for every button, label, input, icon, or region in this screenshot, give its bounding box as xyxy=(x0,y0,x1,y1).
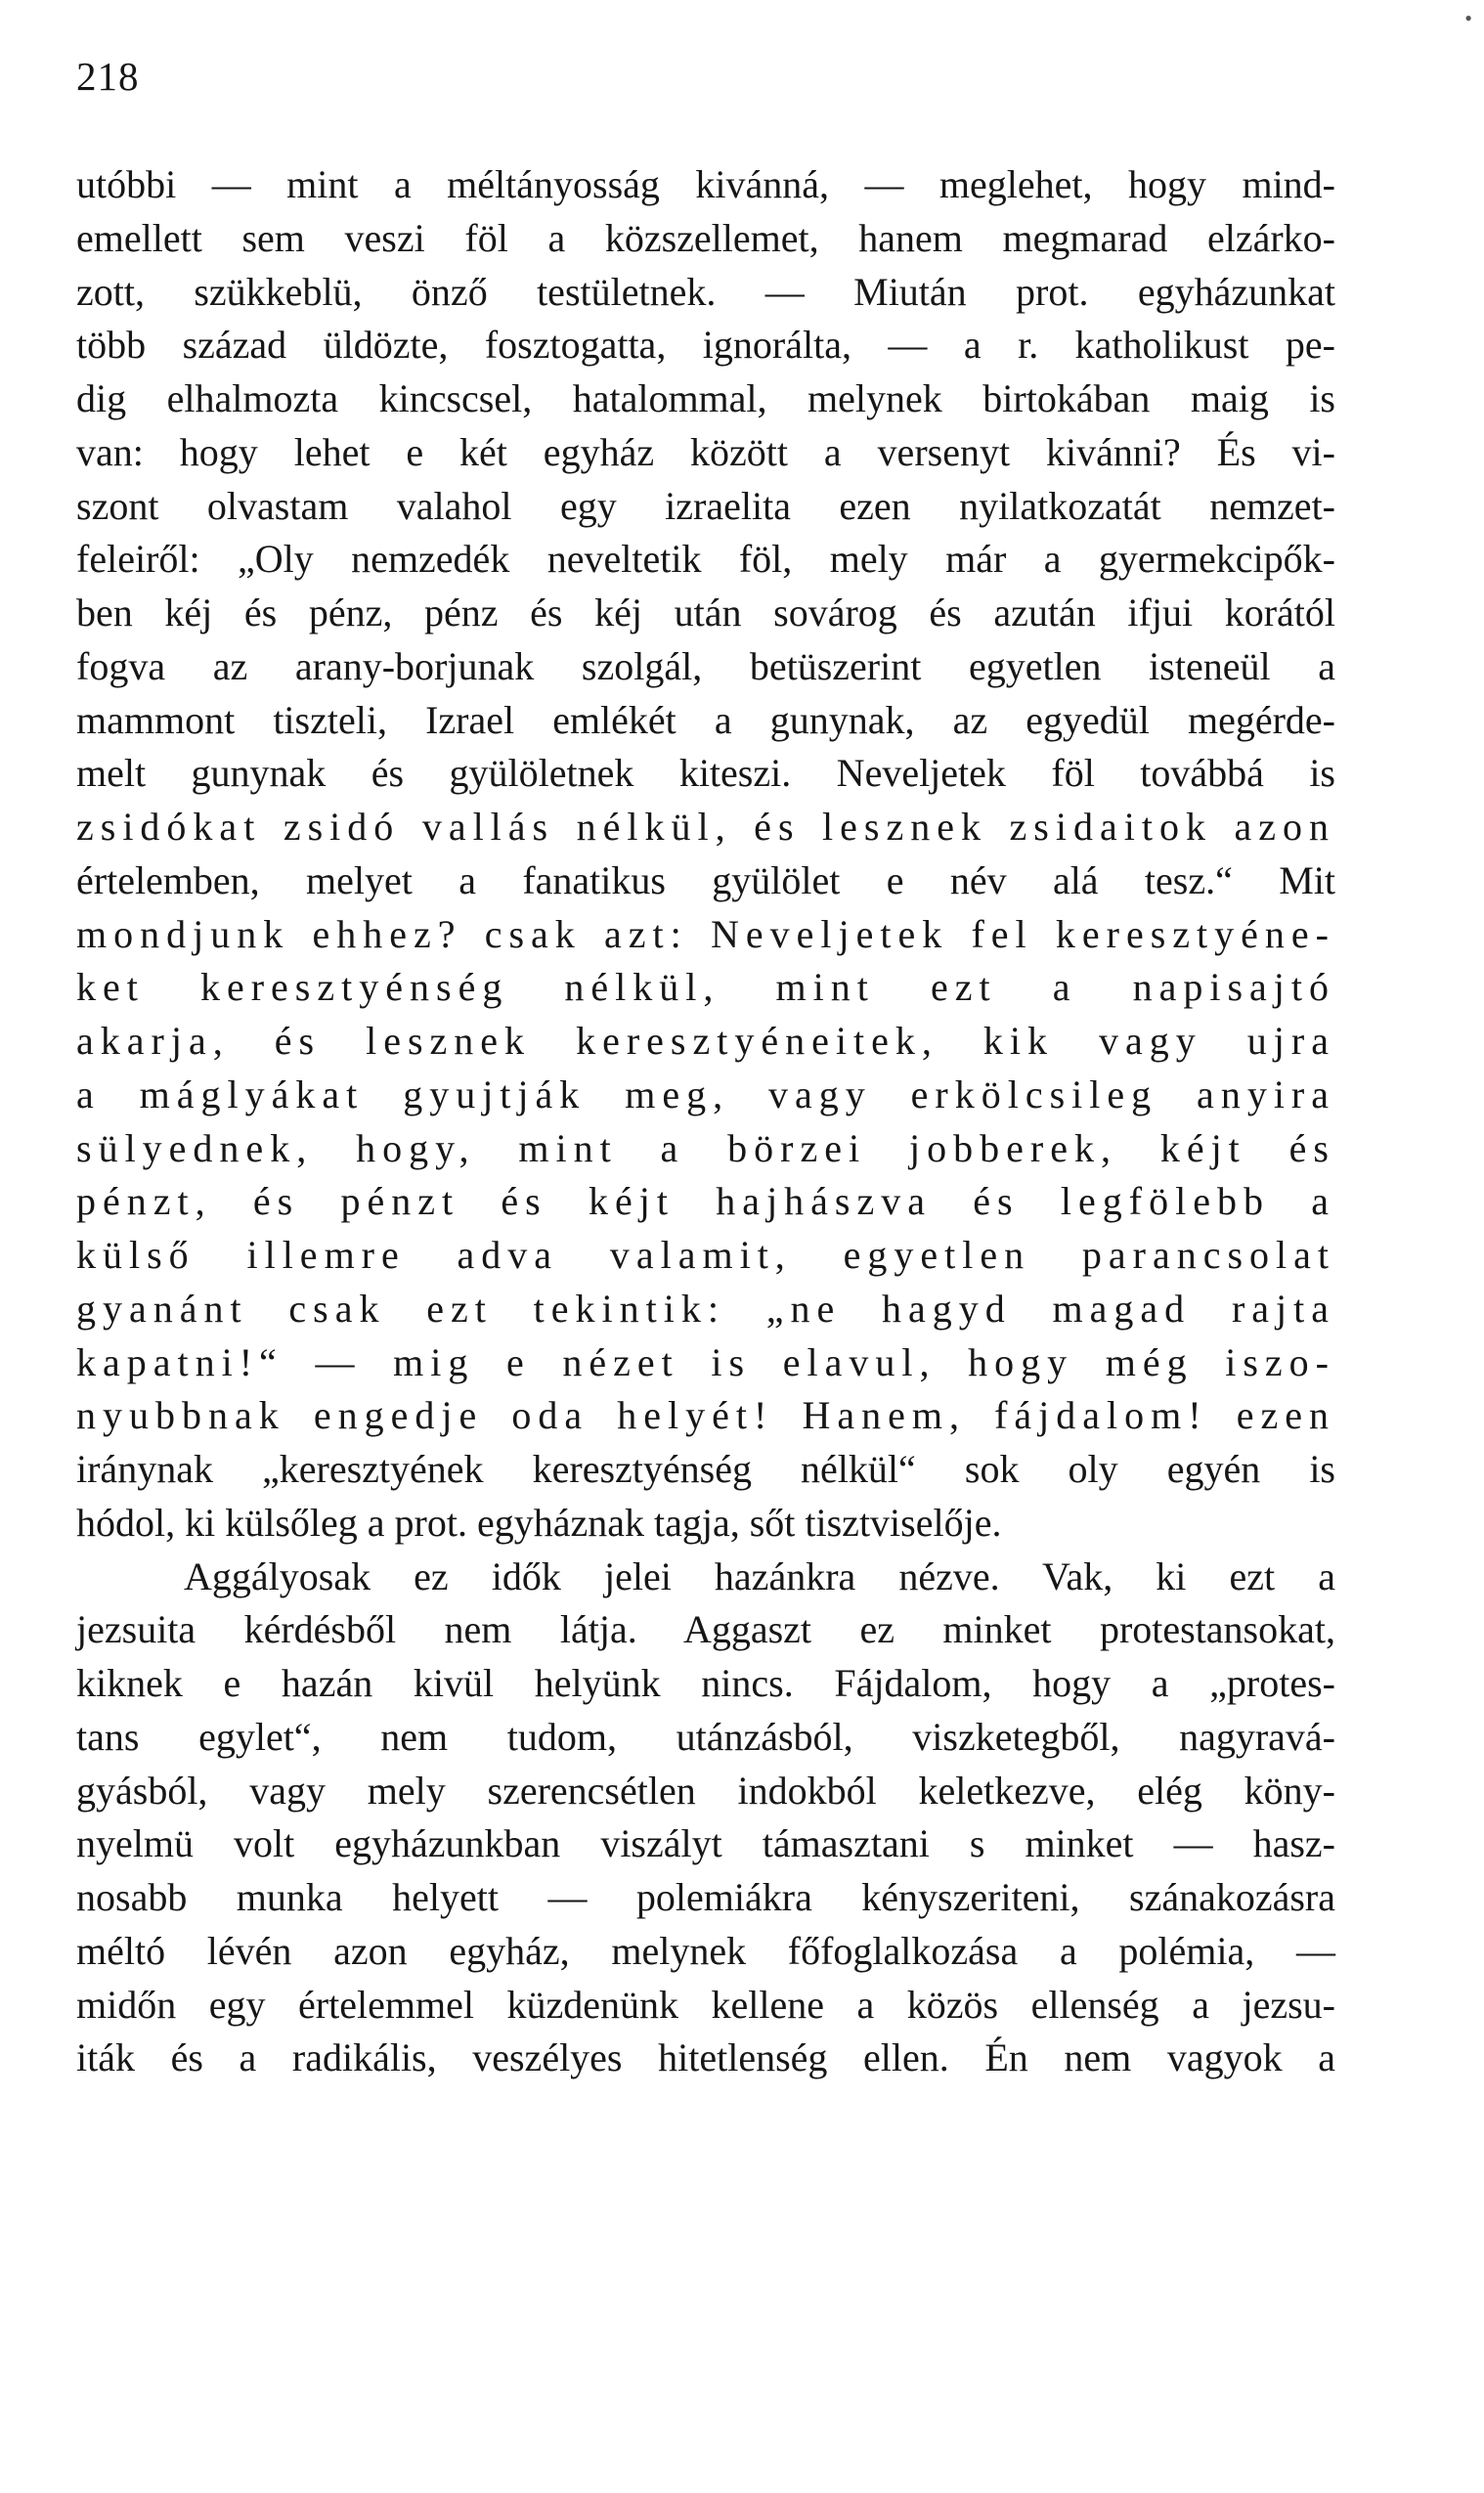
page-number: 218 xyxy=(76,54,140,99)
text-line: Aggályosak ez idők jelei hazánkra nézve. Vak, ki ezt a xyxy=(184,1553,1335,1598)
text-line: iránynak „keresztyének keresztyénség nélkül“ sok oly egyén is xyxy=(76,1447,1335,1491)
text-line: kiknek e hazán kivül helyünk nincs. Fájdalom, hogy a „protes- xyxy=(76,1661,1335,1705)
text-line: akarja, és lesznek keresztyéneitek, kik vagy ujra xyxy=(76,1019,1335,1063)
text-line: nyelmü volt egyházunkban viszályt támasztani s minket — hasz- xyxy=(76,1821,1335,1866)
text-line: gyanánt csak ezt tekintik: „ne hagyd magad rajta xyxy=(76,1286,1335,1331)
scan-speck: • xyxy=(1464,6,1472,30)
text-line: kapatni!“ — mig e nézet is elavul, hogy még iszo- xyxy=(76,1339,1335,1384)
text-line: a máglyákat gyujtják meg, vagy erkölcsileg anyira xyxy=(76,1072,1335,1116)
text-line: fogva az arany-borjunak szolgál, betüszerint egyetlen isteneül a xyxy=(76,643,1335,688)
text-line: van: hogy lehet e két egyház között a versenyt kivánni? És vi- xyxy=(76,429,1335,474)
text-line: nosabb munka helyett — polemiákra kényszeriteni, szánakozásra xyxy=(76,1875,1335,1919)
text-line: emellett sem veszi föl a közszellemet, hanem megmarad elzárko- xyxy=(76,215,1335,260)
text-line: ben kéj és pénz, pénz és kéj után sovárog és azután ifjui korától xyxy=(76,590,1335,634)
text-line: szont olvastam valahol egy izraelita ezen nyilatkozatát nemzet- xyxy=(76,483,1335,528)
text-line: értelemben, melyet a fanatikus gyülölet e név alá tesz.“ Mit xyxy=(76,857,1335,902)
text-line: nyubbnak engedje oda helyét! Hanem, fájdalom! ezen xyxy=(76,1393,1335,1438)
text-line: gyásból, vagy mely szerencsétlen indokból keletkezve, elég köny- xyxy=(76,1768,1335,1813)
body-text xyxy=(76,158,1335,2085)
text-line: ket keresztyénség nélkül, mint ezt a napisajtó xyxy=(76,965,1335,1010)
text-line: sülyednek, hogy, mint a börzei jobberek, kéjt és xyxy=(76,1125,1335,1170)
text-line: több század üldözte, fosztogatta, ignorálta, — a r. katholikust pe- xyxy=(76,323,1335,368)
text-line: zott, szükkeblü, önző testületnek. — Miután prot. egyházunkat xyxy=(76,269,1335,314)
text-line: zsidókat zsidó vallás nélkül, és lesznek zsidaitok azon xyxy=(76,805,1335,849)
text-line: pénzt, és pénzt és kéjt hajhászva és legfölebb a xyxy=(76,1179,1335,1224)
text-line: külső illemre adva valamit, egyetlen parancsolat xyxy=(76,1233,1335,1277)
text-line: feleiről: „Oly nemzedék neveltetik föl, mely már a gyermekcipők- xyxy=(76,537,1335,582)
text-line: jezsuita kérdésből nem látja. Aggaszt ez minket protestansokat, xyxy=(76,1607,1335,1652)
text-line: mondjunk ehhez? csak azt: Neveljetek fel keresztyéne- xyxy=(76,911,1335,956)
text-line: mammont tiszteli, Izrael emlékét a gunynak, az egyedül megérde- xyxy=(76,697,1335,742)
text-line: iták és a radikális, veszélyes hitetlenség ellen. Én nem vagyok a xyxy=(76,2035,1335,2080)
text-line: utóbbi — mint a méltányosság kivánná, — meglehet, hogy mind- xyxy=(76,162,1335,206)
text-line: midőn egy értelemmel küzdenünk kellene a közös ellenség a jezsu- xyxy=(76,1982,1335,2027)
text-line: hódol, ki külsőleg a prot. egyháznak tagja, sőt tisztviselője. xyxy=(76,1500,1002,1545)
text-line: dig elhalmozta kincscsel, hatalommal, melynek birtokában maig is xyxy=(76,376,1335,420)
text-line: melt gunynak és gyülöletnek kiteszi. Neveljetek föl továbbá is xyxy=(76,751,1335,796)
text-line: tans egylet“, nem tudom, utánzásból, viszketegből, nagyravá- xyxy=(76,1714,1335,1759)
text-line: méltó lévén azon egyház, melynek főfoglalkozása a polémia, — xyxy=(76,1928,1335,1973)
